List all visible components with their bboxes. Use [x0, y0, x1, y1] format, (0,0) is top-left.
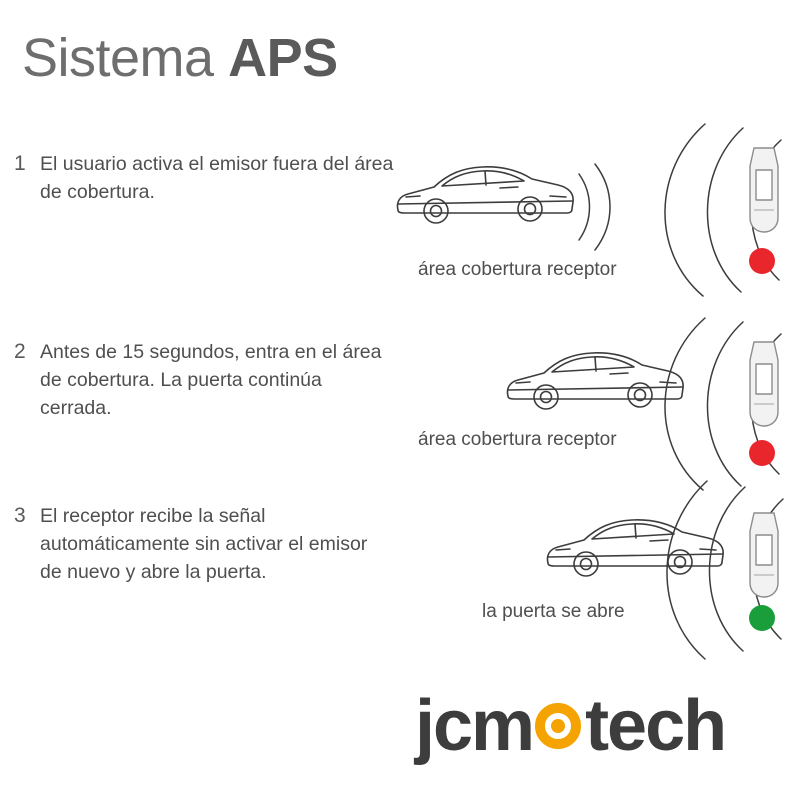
logo-ring-icon: [535, 703, 581, 749]
page-title-part1: Sistema: [22, 28, 214, 88]
page-title-part2: APS: [228, 28, 338, 88]
scene-caption-3: la puerta se abre: [482, 601, 625, 622]
scene-caption-1: área cobertura receptor: [418, 259, 617, 280]
coverage-wave-small-icon: [565, 152, 625, 262]
status-led-1: [749, 248, 775, 274]
receiver-device-icon: [736, 144, 792, 244]
receiver-device-icon: [736, 509, 792, 609]
scene-row-3: [390, 495, 800, 665]
logo-text-part1: jcm: [415, 686, 534, 766]
step-number-1: 1: [14, 152, 26, 175]
brand-logo: [415, 686, 726, 766]
page-title: [22, 28, 338, 88]
step-number-2: 2: [14, 340, 26, 363]
logo-text-part2: tech: [585, 686, 726, 766]
scene-row-1: [390, 130, 800, 300]
step-item-1: [14, 150, 394, 206]
scene-caption-2: área cobertura receptor: [418, 429, 617, 450]
receiver-device-icon: [736, 338, 792, 438]
status-led-3: [749, 605, 775, 631]
scene-row-2: [390, 320, 800, 490]
status-led-2: [749, 440, 775, 466]
step-number-3: 3: [14, 504, 26, 527]
step-item-2: [14, 338, 394, 422]
step-text-1: El usuario activa el emisor fuera del área de cobertura.: [40, 153, 394, 203]
car-illustration: [390, 152, 580, 232]
step-item-3: [14, 502, 394, 586]
step-text-2: Antes de 15 segundos, entra en el área de cobertura. La puerta continúa cerrada.: [40, 341, 382, 419]
step-text-3: El receptor recibe la señal automáticamente sin activar el emisor de nuevo y abre la puerta.: [40, 505, 368, 583]
